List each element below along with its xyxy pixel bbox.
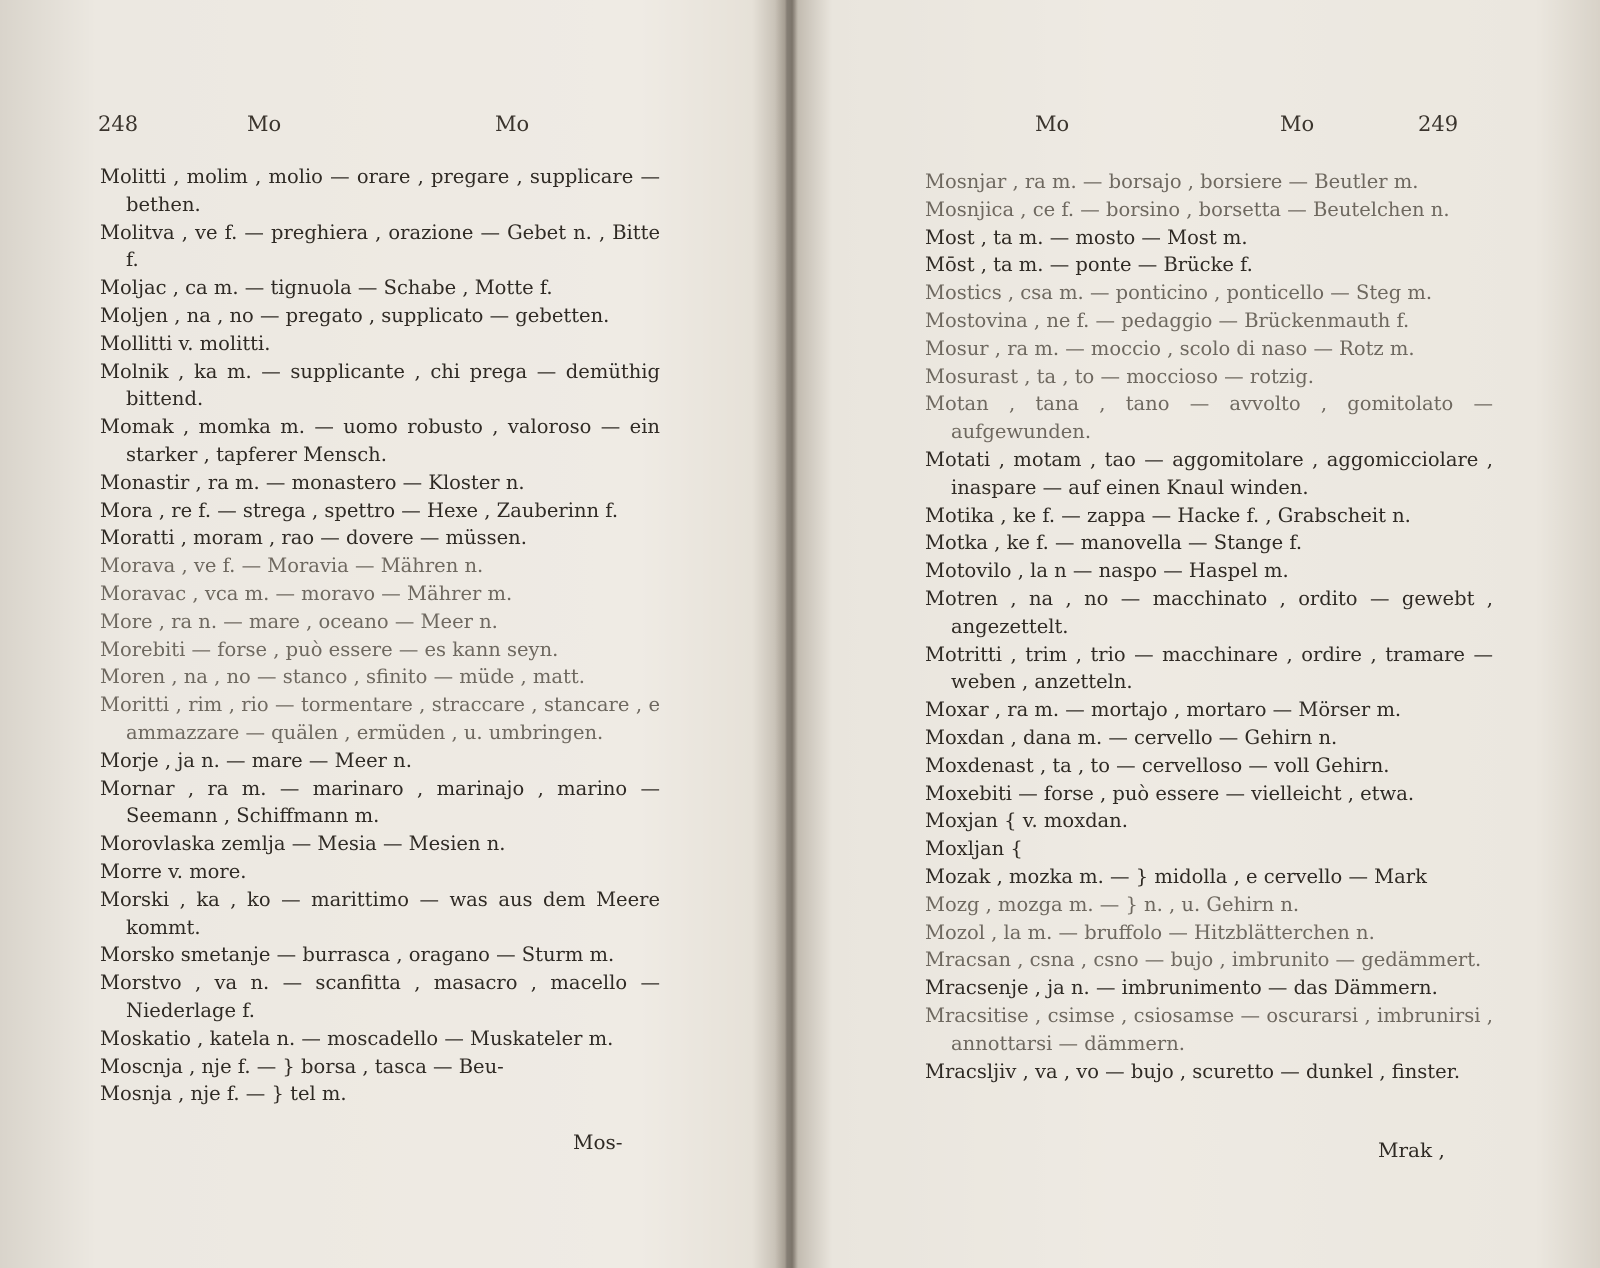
dictionary-entry: Mosnjica , ce f. — borsino , borsetta — Beutelchen n. — [925, 197, 1450, 221]
dictionary-entry: Morebiti — forse , può essere — es kann seyn. — [100, 637, 559, 661]
dictionary-entry: Mozol , la m. — bruffolo — Hitzblätterchen n. — [925, 920, 1375, 944]
dictionary-entry: Morje , ja n. — mare — Meer n. — [100, 748, 412, 772]
dictionary-entry: Moratti , moram , rao — dovere — müssen. — [100, 526, 527, 550]
dictionary-entry: Mozak , mozka m. — } midolla , e cervello — Mark — [925, 864, 1427, 888]
dictionary-entry: Mozg , mozga m. — } n. , u. Gehirn n. — [925, 892, 1300, 916]
dictionary-entry: Mosnjar , ra m. — borsajo , borsiere — Beutler m. — [925, 170, 1419, 193]
dictionary-entry: Morstvo , va n. — scanfitta , masacro , macello — Niederlage f. — [100, 971, 660, 1022]
dictionary-entry: Monastir , ra m. — monastero — Kloster n. — [100, 470, 525, 494]
dictionary-entry: Moren , na , no — stanco , sfinito — müde , matt. — [100, 665, 585, 689]
entry-list — [925, 168, 1493, 1085]
dictionary-entry: Mōst , ta m. — ponte — Brücke f. — [925, 253, 1253, 277]
dictionary-entry: Moskatio , katela n. — moscadello — Muskateler m. — [100, 1026, 614, 1050]
dictionary-entry: Mosnja , nje f. — } tel m. — [100, 1082, 347, 1106]
running-head-right: Mo — [1280, 112, 1315, 136]
dictionary-entry: Mora , re f. — strega , spettro — Hexe , Zauberinn f. — [100, 498, 619, 522]
dictionary-entry: Morre v. more. — [100, 859, 247, 883]
dictionary-entry: Most , ta m. — mosto — Most m. — [925, 225, 1248, 249]
dictionary-entry: Mracsenje , ja n. — imbrunimento — das Dämmern. — [925, 976, 1438, 1000]
dictionary-entry: Moljen , na , no — pregato , supplicato — gebetten. — [100, 303, 610, 327]
page-number: 249 — [1418, 112, 1459, 136]
running-head-left: Mo — [247, 112, 282, 136]
running-head-left: Mo — [1035, 112, 1070, 136]
dictionary-entry: Molnik , ka m. — supplicante , chi prega — demüthig bittend. — [100, 359, 660, 411]
dictionary-entry: Moxebiti — forse , può essere — vielleicht , etwa. — [925, 781, 1415, 805]
dictionary-entry: Mosur , ra m. — moccio , scolo di naso — Rotz m. — [925, 336, 1415, 360]
dictionary-entry: Moscnja , nje f. — } borsa , tasca — Beu- — [100, 1054, 504, 1078]
dictionary-entry: Moxar , ra m. — mortajo , mortaro — Mörser m. — [925, 698, 1402, 722]
running-head-right: Mo — [495, 112, 530, 136]
dictionary-entry: Motren , na , no — macchinato , ordito — gewebt , angezettelt. — [925, 586, 1493, 638]
catchword: Mrak , — [1378, 1138, 1445, 1162]
dictionary-entry: Motritti , trim , trio — macchinare , ordire , tramare — weben , anzetteln. — [925, 642, 1493, 694]
dictionary-entry: Moravac , vca m. — moravo — Mährer m. — [100, 581, 513, 605]
dictionary-entry: Mollitti v. molitti. — [100, 331, 271, 355]
left-page — [0, 0, 790, 1268]
dictionary-entry: Motika , ke f. — zappa — Hacke f. , Grabscheit n. — [925, 503, 1411, 527]
page-number: 248 — [98, 112, 139, 136]
dictionary-entry: Mracsitise , csimse , csiosamse — oscurarsi , imbrunirsi , annottarsi — dämmern. — [925, 1003, 1493, 1055]
dictionary-entry: Mracsan , csna , csno — bujo , imbrunito — gedämmert. — [925, 948, 1482, 972]
dictionary-entry: Mostics , csa m. — ponticino , ponticello — Steg m. — [925, 281, 1433, 305]
dictionary-entry: Morava , ve f. — Moravia — Mähren n. — [100, 554, 484, 578]
dictionary-entry: Morski , ka , ko — marittimo — was aus dem Meere kommt. — [100, 887, 660, 939]
dictionary-entry: More , ra n. — mare , oceano — Meer n. — [100, 609, 498, 633]
dictionary-entry: Mracsljiv , va , vo — bujo , scuretto — dunkel , finster. — [925, 1059, 1461, 1083]
dictionary-entry: Motan , tana , tano — avvolto , gomitolato — aufgewunden. — [925, 392, 1493, 444]
dictionary-entry: Moxdenast , ta , to — cervelloso — voll Gehirn. — [925, 753, 1390, 777]
dictionary-entry: Molitva , ve f. — preghiera , orazione — Gebet n. , Bitte f. — [100, 220, 660, 272]
dictionary-entry: Morsko smetanje — burrasca , oragano — Sturm m. — [100, 943, 615, 967]
right-page — [795, 0, 1600, 1268]
dictionary-entry: Mornar , ra m. — marinaro , marinajo , marino — Seemann , Schiffmann m. — [100, 776, 660, 828]
dictionary-entry: Molitti , molim , molio — orare , pregare , supplicare — bethen. — [100, 165, 660, 216]
dictionary-entry: Morovlaska zemlja — Mesia — Mesien n. — [100, 832, 506, 856]
catchword: Mos- — [573, 1130, 623, 1154]
dictionary-entry: Motka , ke f. — manovella — Stange f. — [925, 531, 1303, 555]
dictionary-entry: Moxdan , dana m. — cervello — Gehirn n. — [925, 725, 1338, 749]
dictionary-entry: Motati , motam , tao — aggomitolare , aggomicciolare , inaspare — auf einen Knaul winden. — [925, 447, 1493, 499]
dictionary-entry: Moxjan { v. moxdan. — [925, 809, 1128, 833]
dictionary-entry: Momak , momka m. — uomo robusto , valoroso — ein starker , tapferer Mensch. — [100, 415, 660, 466]
dictionary-entry: Motovilo , la n — naspo — Haspel m. — [925, 559, 1289, 583]
dictionary-entry: Moxljan { — [925, 837, 1023, 861]
entry-list — [100, 163, 660, 1108]
dictionary-entry: Moljac , ca m. — tignuola — Schabe , Motte f. — [100, 276, 553, 300]
dictionary-entry: Moritti , rim , rio — tormentare , straccare , stancare , e ammazzare — quälen , ermüden , u. umbringen. — [100, 693, 660, 744]
dictionary-entry: Mostovina , ne f. — pedaggio — Brückenmauth f. — [925, 308, 1410, 332]
dictionary-entry: Mosurast , ta , to — moccioso — rotzig. — [925, 364, 1314, 388]
